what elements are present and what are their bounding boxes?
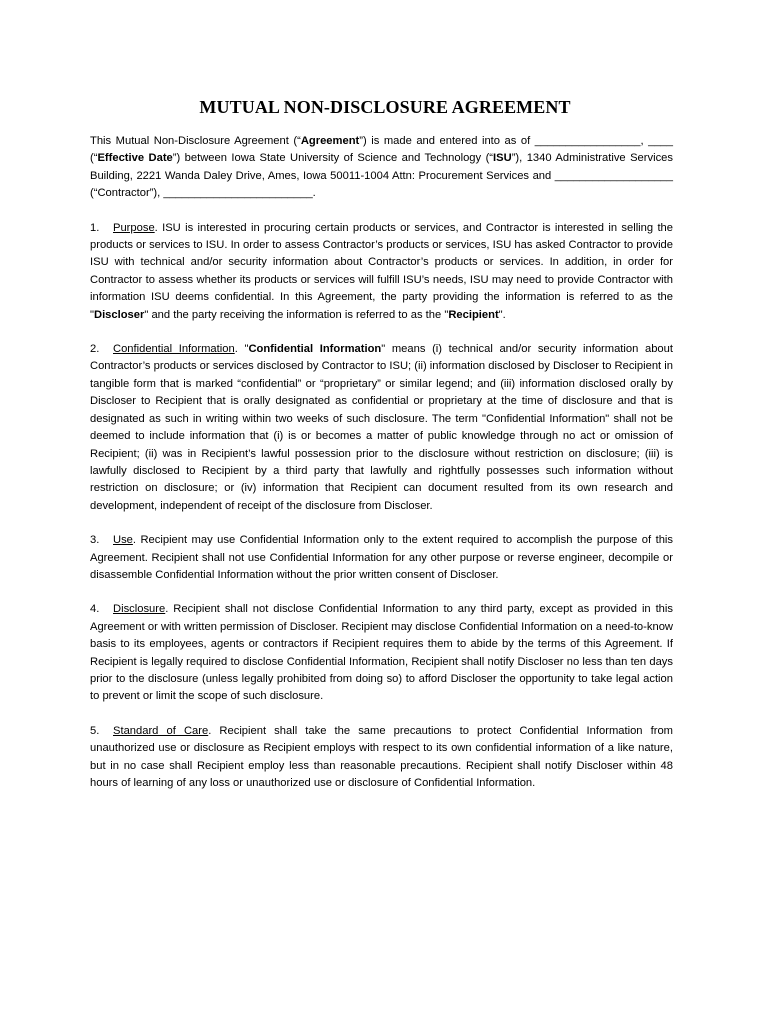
intro-text: ”), 1340 Administrative Services Building, 2221 Wanda Daley Drive, Ames, Iowa 50011-1004 Attn: Procurement Services and ___________________ (“Contractor”), ________________________. bbox=[90, 152, 673, 200]
effective-date-term: Effective Date bbox=[97, 152, 173, 165]
section-heading: Confidential Information bbox=[113, 343, 235, 356]
section-heading: Standard of Care bbox=[113, 724, 209, 737]
section-number: 2. bbox=[90, 343, 100, 356]
section-heading: Disclosure bbox=[113, 603, 166, 616]
section-number: 4. bbox=[90, 603, 100, 616]
section-text: . Recipient shall not disclose Confidential Information to any third party, except as provided in this Agreement or with written permission of Discloser. Recipient may disclose Confidential Information on a need-to-know basis to its employees, agents or contractors if Recipient requires them to abide by the terms of this Agreement. If Recipient is legally required to disclose Confidential Information, Recipient shall notify Discloser no less than ten days prior to the disclosure (unless legally prohibited from doing so) to afford Discloser the opportunity to take legal action to prevent or limit the scope of such disclosure. bbox=[90, 603, 673, 703]
section-purpose bbox=[90, 220, 673, 324]
section-text: . ISU is interested in procuring certain products or services, and Contractor is interested in selling the products or services to ISU. In order to assess Contractor’s products or services, ISU has asked Contractor to provide ISU with technical and/or security information about Contractor’s products or services. In addition, in order for Contractor to assess whether its products or services will fulfill ISU’s needs, ISU may need to provide Contractor with information ISU deems confidential. In this Agreement, the party providing the information is referred to as the " bbox=[90, 221, 673, 321]
isu-term: ISU bbox=[493, 152, 512, 165]
intro-paragraph bbox=[90, 133, 673, 203]
section-use bbox=[90, 532, 673, 584]
section-number: 1. bbox=[90, 221, 100, 234]
section-number: 5. bbox=[90, 724, 100, 737]
recipient-term: Recipient bbox=[448, 308, 499, 321]
section-number: 3. bbox=[90, 534, 100, 547]
section-text: ". bbox=[498, 308, 506, 321]
section-text: " means (i) technical and/or security information about Contractor’s products or services disclosed by Contractor to ISU; (ii) information disclosed by Discloser to Recipient in tangible form that is marked “confidential” or “proprietary” or similar legend; and (iii) information disclosed orally by Discloser to Recipient that is orally designated as confidential or proprietary at the time of disclosure and that is designated as such in writing within two weeks of such disclosure. The term "Confidential Information" shall not be deemed to include information that (i) is or becomes a matter of public knowledge through no act or omission of Recipient; (ii) was in Recipient’s lawful possession prior to the disclosure without restriction on disclosure; (iii) is lawfully disclosed to Recipient by a third party that lawfully and rightfully possesses such information without restriction on disclosure; or (iv) information that Recipient can document resulted from its own research and development, independent of receipt of the disclosure from Discloser. bbox=[90, 343, 673, 512]
intro-text: This Mutual Non-Disclosure Agreement (“ bbox=[90, 135, 301, 147]
section-text: . " bbox=[234, 343, 249, 356]
section-text: " and the party receiving the information is referred to as the " bbox=[144, 308, 449, 321]
intro-text: ”) between Iowa State University of Science and Technology (“ bbox=[172, 152, 494, 165]
section-heading: Purpose bbox=[113, 221, 155, 234]
discloser-term: Discloser bbox=[93, 308, 145, 321]
confidential-information-term: Confidential Information bbox=[248, 343, 382, 356]
section-heading: Use bbox=[113, 534, 133, 547]
intro-text: ”) is made and entered into as of _________________, ____ (“ bbox=[90, 135, 673, 165]
section-standard-of-care bbox=[90, 723, 673, 793]
document-body bbox=[90, 133, 673, 809]
section-text: . Recipient may use Confidential Information only to the extent required to accomplish the purpose of this Agreement. Recipient shall not use Confidential Information for any other purpose or reverse engineer, decompile or disassemble Confidential Information without the prior written consent of Discloser. bbox=[90, 534, 673, 581]
section-confidential-information bbox=[90, 341, 673, 515]
section-disclosure bbox=[90, 601, 673, 705]
section-text: . Recipient shall take the same precautions to protect Confidential Information from unauthorized use or disclosure as Recipient employs with respect to its own confidential information of a like nature, but in no case shall Recipient employ less than reasonable precautions. Recipient shall notify Discloser within 48 hours of learning of any loss or unauthorized use or disclosure of Confidential Information. bbox=[90, 724, 673, 789]
agreement-term: Agreement bbox=[300, 135, 360, 147]
document-title: MUTUAL NON-DISCLOSURE AGREEMENT bbox=[199, 97, 571, 117]
